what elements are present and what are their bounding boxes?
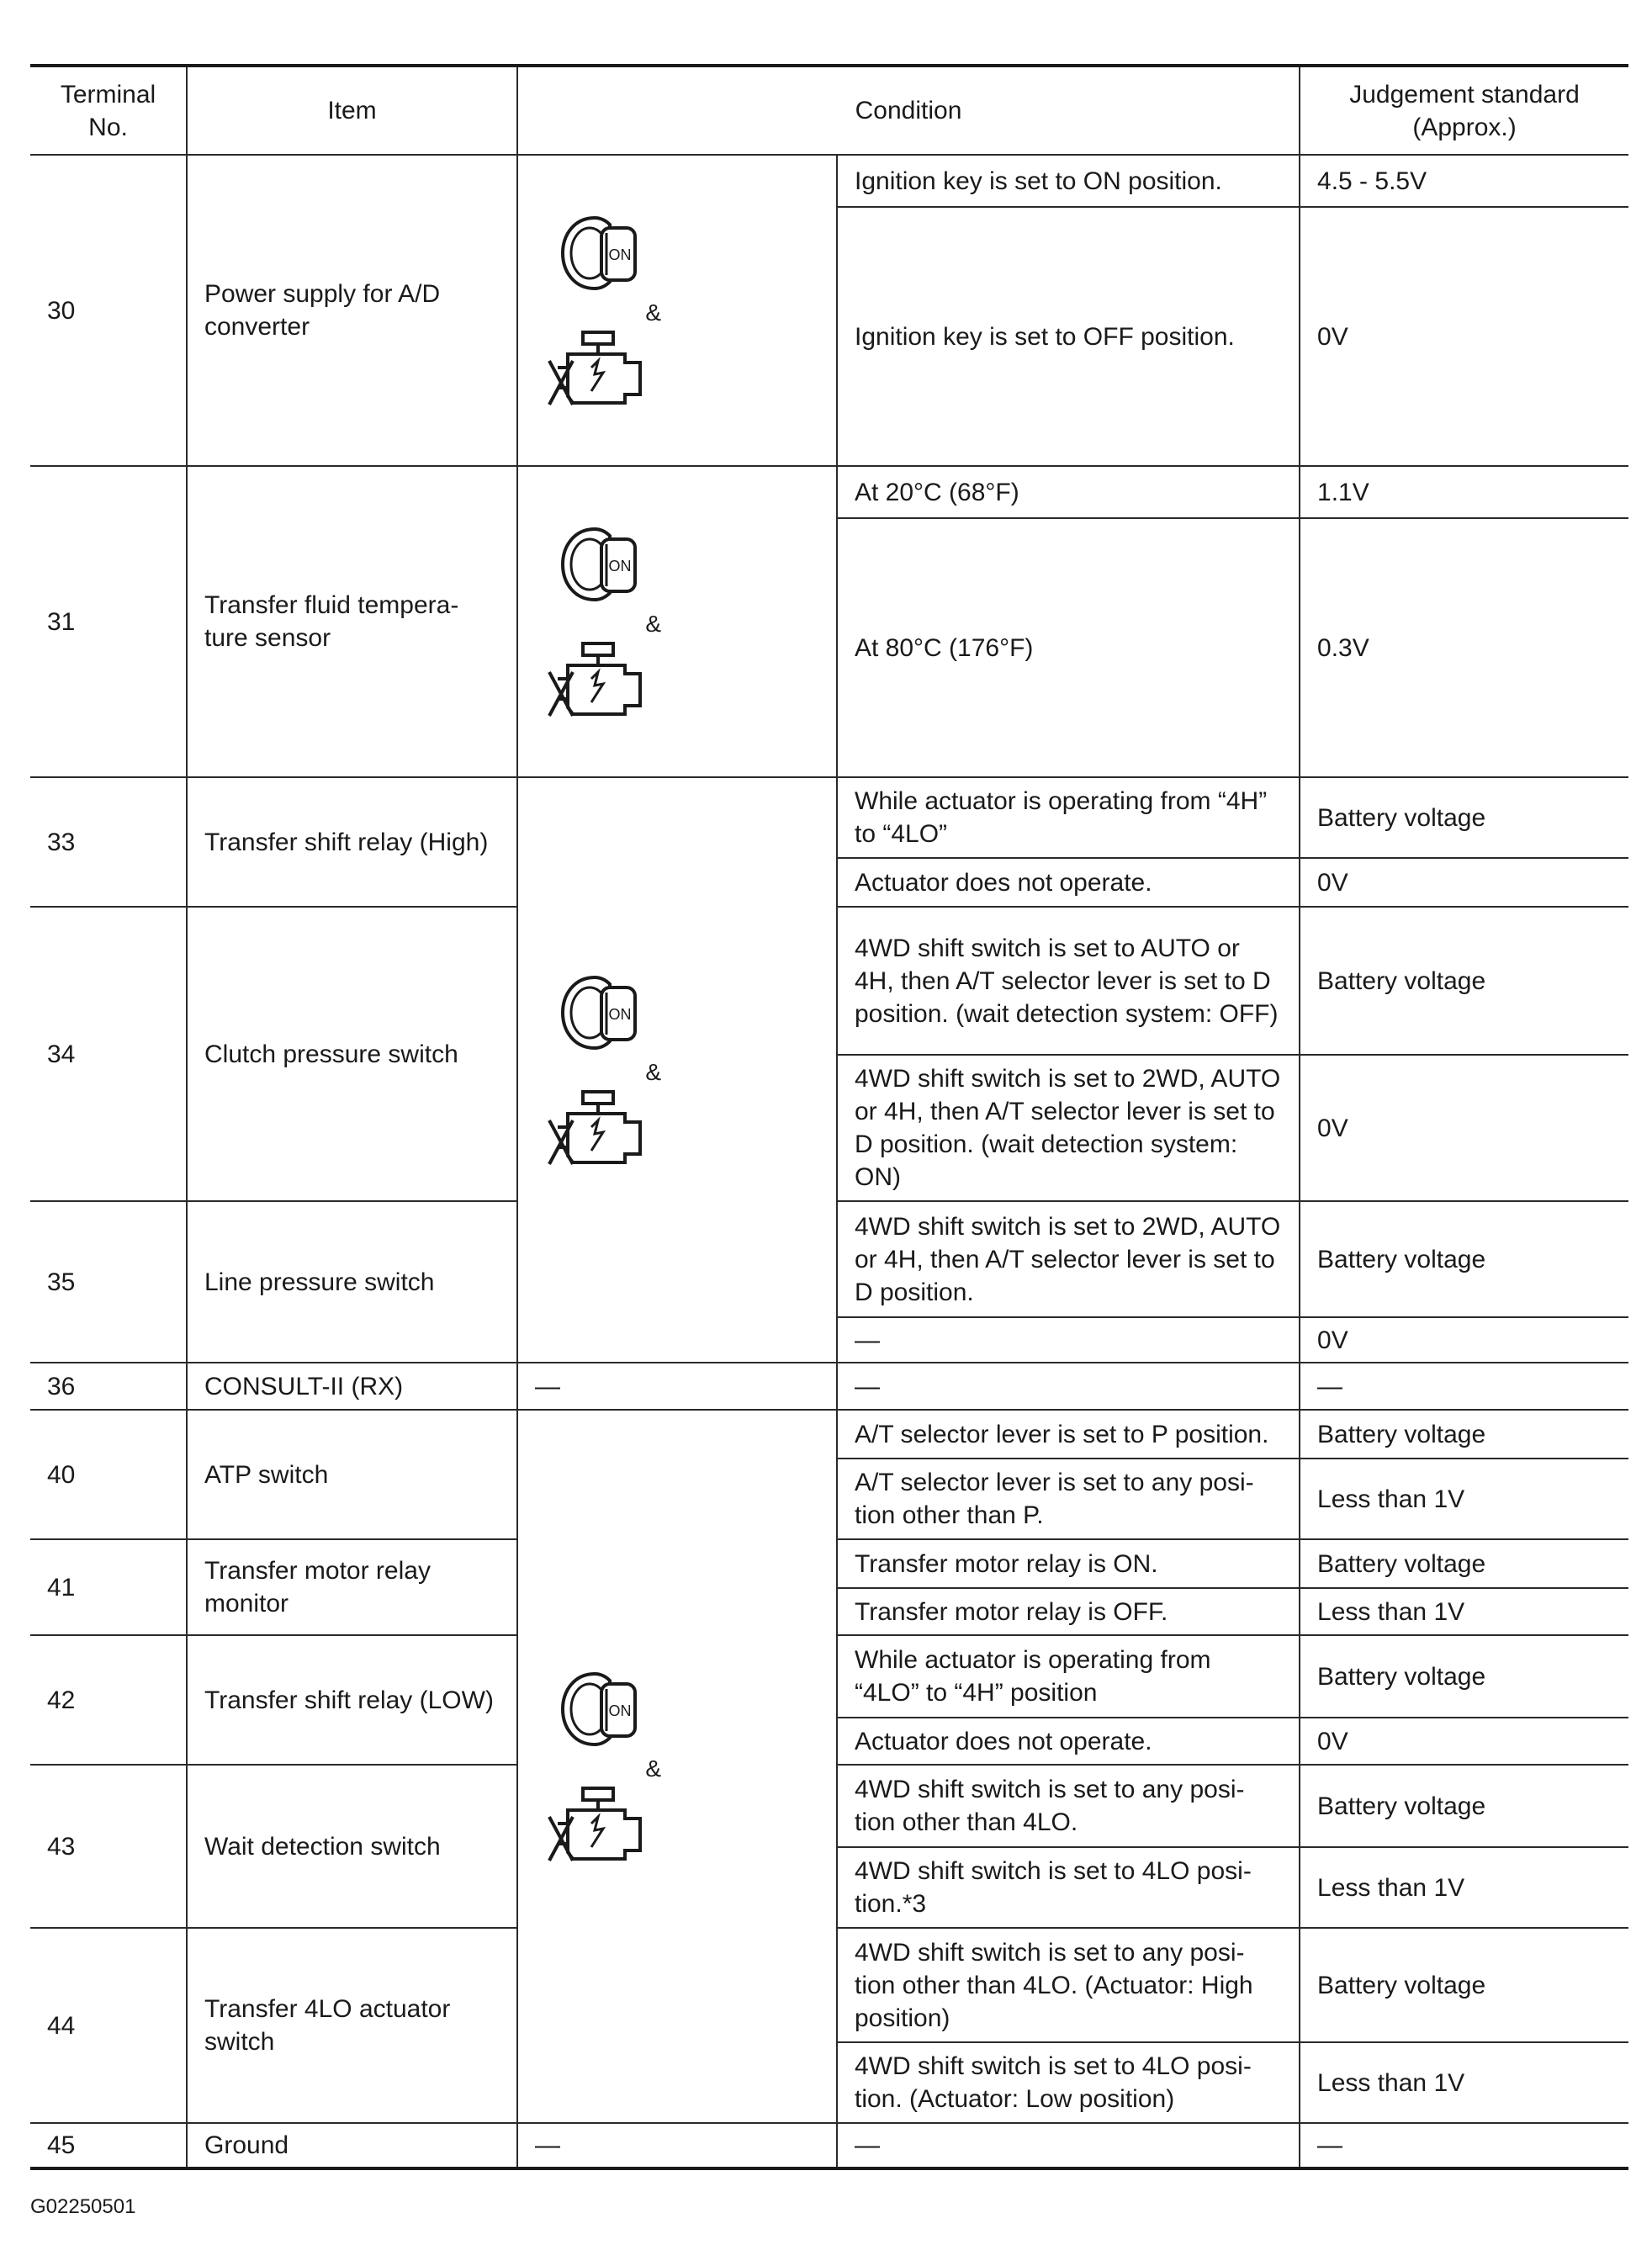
table-row bbox=[30, 1363, 1628, 1410]
figure-code: G02250501 bbox=[30, 2195, 136, 2218]
judgement-value: Less than 1V bbox=[1300, 2042, 1628, 2123]
condition-text: 4WD shift switch is set to any posi-tion other than 4LO. bbox=[837, 1765, 1300, 1847]
ignition-key-on-icon bbox=[556, 522, 640, 606]
terminal-no: 44 bbox=[30, 1928, 187, 2123]
condition-icons-dash: — bbox=[517, 1363, 837, 1410]
judgement-value: — bbox=[1300, 2123, 1628, 2168]
ignition-key-on-icon bbox=[556, 971, 640, 1055]
judgement-value: Battery voltage bbox=[1300, 1539, 1628, 1588]
ampersand: & bbox=[645, 1755, 661, 1782]
terminal-no: 43 bbox=[30, 1765, 187, 1928]
judgement-value: Less than 1V bbox=[1300, 1847, 1628, 1928]
item-name: CONSULT-II (RX) bbox=[187, 1363, 517, 1410]
terminal-no: 45 bbox=[30, 2123, 187, 2168]
ampersand: & bbox=[645, 611, 661, 637]
judgement-value: Less than 1V bbox=[1300, 1459, 1628, 1539]
header-item: Item bbox=[187, 66, 517, 155]
judgement-value: Battery voltage bbox=[1300, 1201, 1628, 1317]
condition-text: Transfer motor relay is OFF. bbox=[837, 1588, 1300, 1635]
item-name: Transfer 4LO actuator switch bbox=[187, 1928, 517, 2123]
judgement-value: 0V bbox=[1300, 1317, 1628, 1363]
item-name: Ground bbox=[187, 2123, 517, 2168]
header-row bbox=[30, 66, 1628, 155]
condition-icons bbox=[517, 466, 837, 777]
judgement-value: Battery voltage bbox=[1300, 1765, 1628, 1847]
condition-text: At 80°C (176°F) bbox=[837, 518, 1300, 777]
item-name: ATP switch bbox=[187, 1410, 517, 1539]
condition-text: Actuator does not operate. bbox=[837, 1718, 1300, 1765]
judgement-value: 0V bbox=[1300, 207, 1628, 466]
condition-icons bbox=[517, 777, 837, 1363]
header-terminal-no: Terminal No. bbox=[30, 66, 187, 155]
judgement-value: 0V bbox=[1300, 858, 1628, 907]
condition-text: A/T selector lever is set to P position. bbox=[837, 1410, 1300, 1459]
terminal-no: 36 bbox=[30, 1363, 187, 1410]
engine-stopped-icon bbox=[548, 1085, 649, 1169]
terminal-no: 34 bbox=[30, 907, 187, 1201]
engine-stopped-icon bbox=[548, 326, 649, 410]
ignition-key-on-icon bbox=[556, 211, 640, 295]
item-name: Clutch pressure switch bbox=[187, 907, 517, 1201]
condition-icons bbox=[517, 155, 837, 466]
judgement-value: Battery voltage bbox=[1300, 907, 1628, 1055]
judgement-value: Battery voltage bbox=[1300, 1410, 1628, 1459]
table-row bbox=[30, 2123, 1628, 2168]
judgement-value: 0V bbox=[1300, 1055, 1628, 1201]
judgement-value: Battery voltage bbox=[1300, 777, 1628, 858]
condition-text: While actuator is operating from “4LO” to “4H” position bbox=[837, 1635, 1300, 1718]
ampersand: & bbox=[645, 1059, 661, 1085]
terminal-spec-table bbox=[30, 64, 1628, 2170]
judgement-value: Battery voltage bbox=[1300, 1635, 1628, 1718]
ampersand: & bbox=[645, 299, 661, 326]
engine-stopped-icon bbox=[548, 637, 649, 721]
judgement-value: — bbox=[1300, 1363, 1628, 1410]
terminal-no: 40 bbox=[30, 1410, 187, 1539]
condition-text: 4WD shift switch is set to 2WD, AUTO or 4H, then A/T selector lever is set to D position. bbox=[837, 1201, 1300, 1317]
item-name: Line pressure switch bbox=[187, 1201, 517, 1363]
table-row bbox=[30, 777, 1628, 858]
condition-text: — bbox=[837, 2123, 1300, 2168]
condition-text: 4WD shift switch is set to AUTO or 4H, then A/T selector lever is set to D position. (wait detection system: OFF) bbox=[837, 907, 1300, 1055]
judgement-value: 4.5 - 5.5V bbox=[1300, 155, 1628, 207]
engine-stopped-icon bbox=[548, 1782, 649, 1866]
condition-text: A/T selector lever is set to any posi-tion other than P. bbox=[837, 1459, 1300, 1539]
condition-text: 4WD shift switch is set to 4LO posi-tion. (Actuator: Low position) bbox=[837, 2042, 1300, 2123]
terminal-spec-sheet bbox=[30, 64, 1628, 2170]
condition-icons bbox=[517, 1410, 837, 2123]
judgement-value: Battery voltage bbox=[1300, 1928, 1628, 2042]
item-name: Transfer fluid tempera-ture sensor bbox=[187, 466, 517, 777]
condition-text: Ignition key is set to ON position. bbox=[837, 155, 1300, 207]
table-row bbox=[30, 1410, 1628, 1459]
condition-text: 4WD shift switch is set to any posi-tion other than 4LO. (Actuator: High position) bbox=[837, 1928, 1300, 2042]
condition-text: At 20°C (68°F) bbox=[837, 466, 1300, 518]
terminal-no: 31 bbox=[30, 466, 187, 777]
condition-text: 4WD shift switch is set to 2WD, AUTO or 4H, then A/T selector lever is set to D position. (wait detection system: ON) bbox=[837, 1055, 1300, 1201]
terminal-no: 30 bbox=[30, 155, 187, 466]
condition-text: 4WD shift switch is set to 4LO posi-tion.*3 bbox=[837, 1847, 1300, 1928]
table-row bbox=[30, 155, 1628, 207]
condition-icons-dash: — bbox=[517, 2123, 837, 2168]
item-name: Transfer shift relay (LOW) bbox=[187, 1635, 517, 1765]
condition-text: Transfer motor relay is ON. bbox=[837, 1539, 1300, 1588]
condition-text: — bbox=[837, 1317, 1300, 1363]
terminal-no: 33 bbox=[30, 777, 187, 907]
ignition-key-on-icon bbox=[556, 1667, 640, 1751]
table-row bbox=[30, 466, 1628, 518]
condition-text: Ignition key is set to OFF position. bbox=[837, 207, 1300, 466]
condition-text: — bbox=[837, 1363, 1300, 1410]
terminal-no: 42 bbox=[30, 1635, 187, 1765]
header-judgement-standard: Judgement standard (Approx.) bbox=[1300, 66, 1628, 155]
item-name: Transfer shift relay (High) bbox=[187, 777, 517, 907]
judgement-value: Less than 1V bbox=[1300, 1588, 1628, 1635]
item-name: Wait detection switch bbox=[187, 1765, 517, 1928]
terminal-no: 41 bbox=[30, 1539, 187, 1635]
judgement-value: 1.1V bbox=[1300, 466, 1628, 518]
judgement-value: 0.3V bbox=[1300, 518, 1628, 777]
item-name: Power supply for A/D converter bbox=[187, 155, 517, 466]
terminal-no: 35 bbox=[30, 1201, 187, 1363]
item-name: Transfer motor relay monitor bbox=[187, 1539, 517, 1635]
condition-text: Actuator does not operate. bbox=[837, 858, 1300, 907]
judgement-value: 0V bbox=[1300, 1718, 1628, 1765]
header-condition: Condition bbox=[517, 66, 1300, 155]
condition-text: While actuator is operating from “4H” to “4LO” bbox=[837, 777, 1300, 858]
